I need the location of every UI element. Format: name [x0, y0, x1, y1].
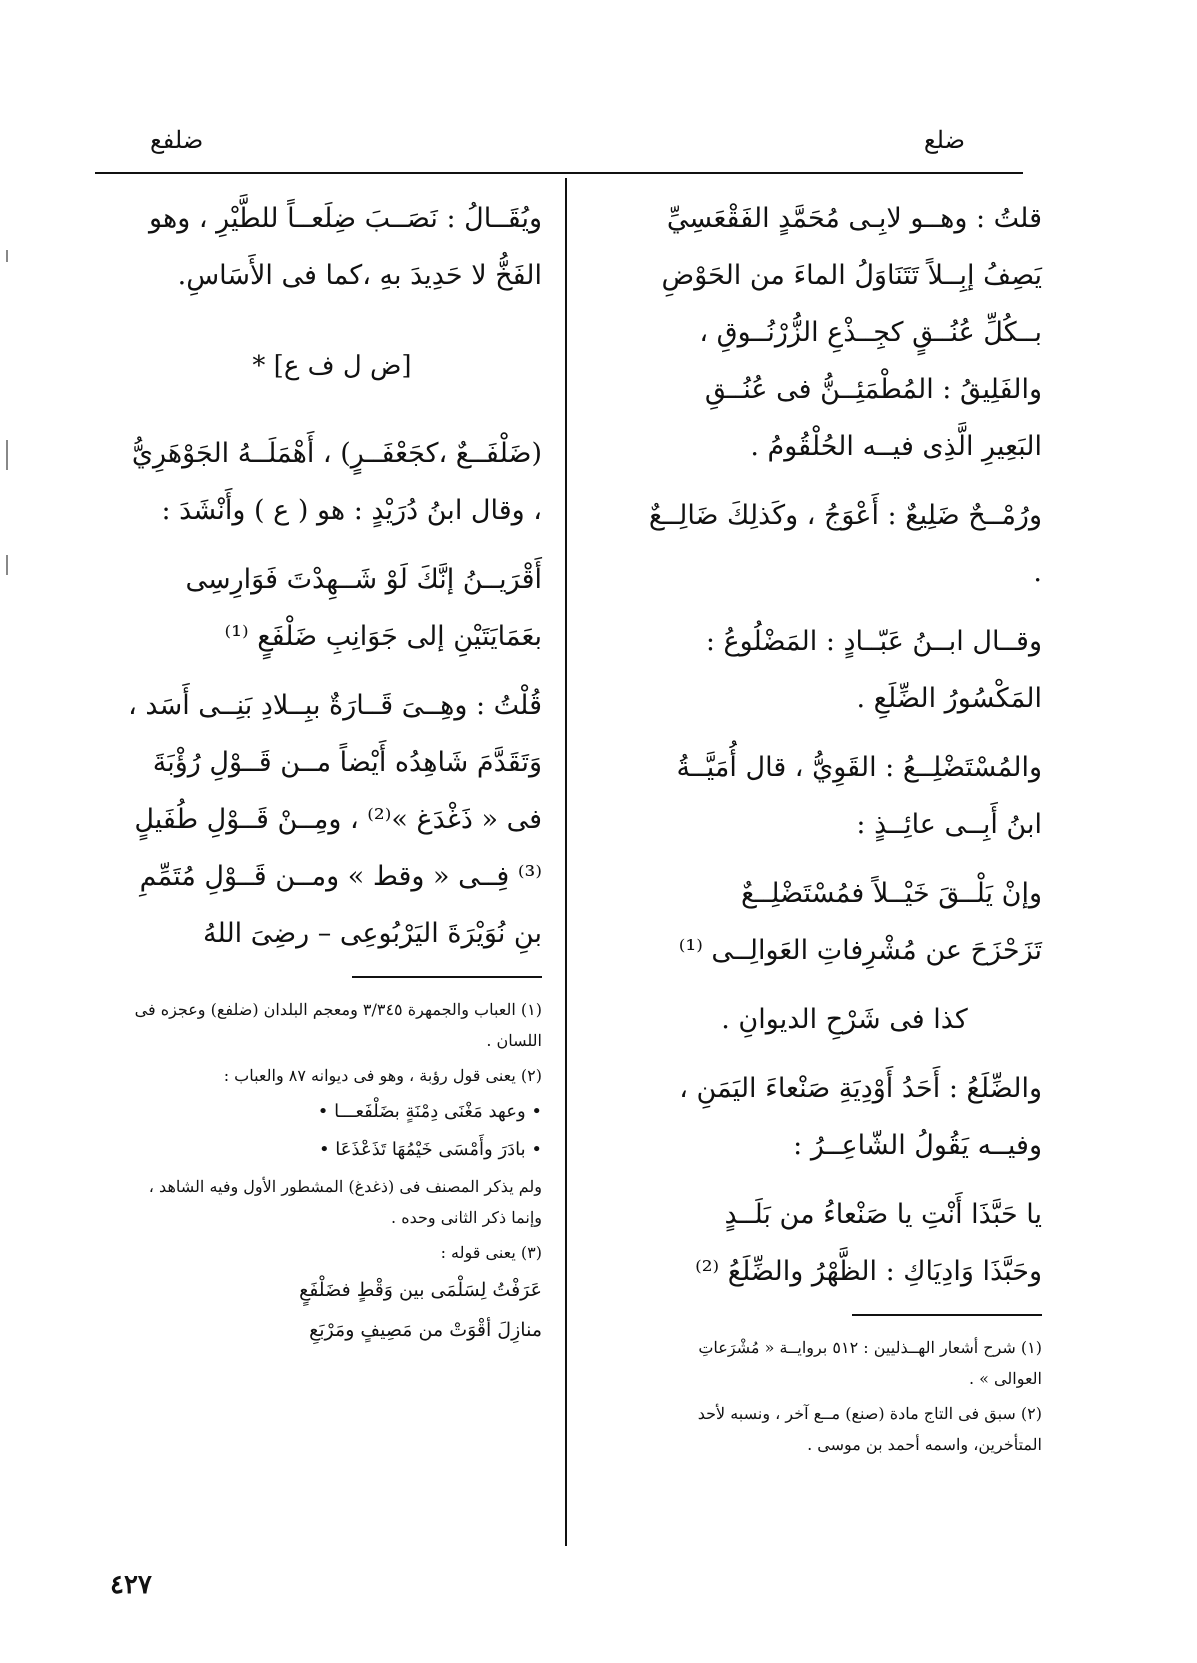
footnote-rule — [352, 976, 542, 978]
poem-verse — [647, 865, 1042, 979]
left-paragraph: ويُقَــالُ : نَصَــبَ ضِلَعــاً للطَّيْرِ ، وهو الفَخُّ لا حَدِيدَ بهِ ،كما فى الأَسَاسِ. — [149, 203, 542, 291]
footnote-verse: منازِلَ أقْوَتْ من مَصِيفٍ ومَرْبَعِ — [309, 1319, 542, 1341]
right-paragraph: والضِّلَعُ : أَحَدُ أَوْدِيَةِ صَنْعاءَ اليَمَنِ ، وفيــه يَقُولُ الشّاعِــرُ : — [679, 1073, 1042, 1161]
scan-mark — [6, 250, 8, 262]
page-number: ٤٢٧ — [110, 1570, 152, 1600]
right-paragraph: كذا فى شَرْحِ الديوانِ . — [721, 1004, 968, 1035]
entry-heading: [ض ل ف ع] * — [252, 351, 412, 381]
verse-line: وإنْ يَلْــقَ خَيْــلاً فمُسْتَضْلِــعٌ — [741, 878, 1042, 909]
verse-line: يا حَبَّذَا أَنْتِ يا صَنْعاءُ من بَلَــدٍ — [724, 1199, 1042, 1230]
poem-verse — [122, 551, 542, 665]
verse-line: تَزَحْزَحَ عن مُشْرِفاتِ العَوالِــى ⁽¹⁾ — [678, 935, 1042, 966]
page-header — [90, 120, 1020, 170]
column-divider — [565, 178, 567, 1546]
right-paragraph: ورُمْــحٌ ضَلِيعٌ : أَعْوَجُ ، وكَذلِكَ ضَالِــعٌ . — [648, 500, 1042, 588]
footnote: (١) العباب والجمهرة ٣/٣٤٥ ومعجم البلدان (ضلفع) وعجزه فى اللسان . — [134, 1000, 542, 1050]
footnote: (٣) يعنى قوله : — [440, 1243, 542, 1262]
right-paragraph: قلتُ : وهــو لابِـى مُحَمَّدٍ الفَقْعَسِيِّ يَصِفُ إبِــلاً تَتَنَاوَلُ الماءَ من الحَوْضِ بــكُلِّ عُنُــقٍ كجِــذْعِ الزُّرْنُــوقِ ، والفَلِيقُ : المُطْمَئِــنُّ فى عُنُــقِ البَعِيرِ الَّذِى فيــه الحُلْقُومُ . — [661, 203, 1042, 462]
left-footnotes — [122, 994, 542, 1348]
footnote-verse: • وعهد مَغْنَى دِمْنَةٍ بضَلْفَعـــا • — [317, 1101, 542, 1122]
right-footnotes — [647, 1332, 1042, 1460]
footnote: (١) شرح أشعار الهــذليين : ٥١٢ بروايــة « مُشْرَعاتِ العوالى » . — [698, 1338, 1042, 1388]
scan-mark — [6, 440, 8, 470]
left-paragraph: (ضَلْفَــعٌ ،كجَعْفَــرٍ) ، أَهْمَلَــهُ الجَوْهَرِيُّ ، وقال ابنُ دُرَيْدٍ : هو ( ع ) وأَنْشَدَ : — [131, 438, 542, 526]
verse-line: بعَمَايَتَيْنِ إلى جَوَانِبِ ضَلْفَعٍ ⁽¹⁾ — [224, 621, 542, 652]
footnote-verse: • بادَرَ وأَمْسَى خَيْمُهَا تَذَعْذَعَا • — [318, 1139, 542, 1160]
poem-verse — [647, 1186, 1042, 1300]
scan-mark — [6, 555, 8, 575]
right-paragraph: والمُسْتَضْلِــعُ : القَوِيُّ ، قال أُمَيَّــةُ ابنُ أَبِــى عائِــذٍ : — [676, 752, 1042, 840]
header-right-word: ضلع — [923, 126, 965, 154]
footnote: (٢) يعنى قول رؤبة ، وهو فى ديوانه ٨٧ والعباب : — [223, 1066, 542, 1085]
footnote: ولم يذكر المصنف فى (ذغدغ) المشطور الأول وفيه الشاهد ، وإنما ذكر الثانى وحده . — [148, 1177, 542, 1227]
header-left-word: ضلفع — [150, 126, 204, 154]
footnote-verse: عَرَفْتُ لِسَلْمَى بين وَقْطٍ فضَلْفَعٍ — [299, 1279, 542, 1301]
right-column — [647, 190, 1042, 1464]
right-paragraph: وقــال ابــنُ عَبّــادٍ : المَضْلُوعُ : المَكْسُورُ الضِّلَعِ . — [705, 626, 1042, 714]
verse-line: أَقْرَيــنُ إنَّكَ لَوْ شَــهِدْتَ فَوَارِسِى — [185, 564, 542, 595]
verse-line: وحَبَّذَا وَادِيَاكِ : الظَّهْرُ والضِّلَعُ ⁽²⁾ — [695, 1256, 1042, 1287]
left-paragraph: قُلْتُ : وهِــىَ قَــارَةٌ ببِــلادِ بَنِــى أَسَد ، وَتَقَدَّمَ شَاهِدُه أَيْضاً مــن قَــوْلِ رُؤْبَةَ فى « ذَغْدَغ »⁽²⁾ ، ومِــنْ قَــوْلِ طُفَيلٍ ⁽³⁾ فِــى « وقط » ومــن قَــوْلِ مُتَمِّمِ بنِ نُوَيْرَةَ اليَرْبُوعِى – رضِىَ اللهُ — [128, 690, 542, 949]
footnote-rule — [852, 1314, 1042, 1316]
footnote: (٢) سبق فى التاج مادة (صنع) مــع آخر ، ونسبه لأحد المتأخرين، واسمه أحمد بن موسى . — [697, 1404, 1042, 1454]
header-rule — [95, 172, 1023, 174]
left-column — [122, 190, 542, 1352]
